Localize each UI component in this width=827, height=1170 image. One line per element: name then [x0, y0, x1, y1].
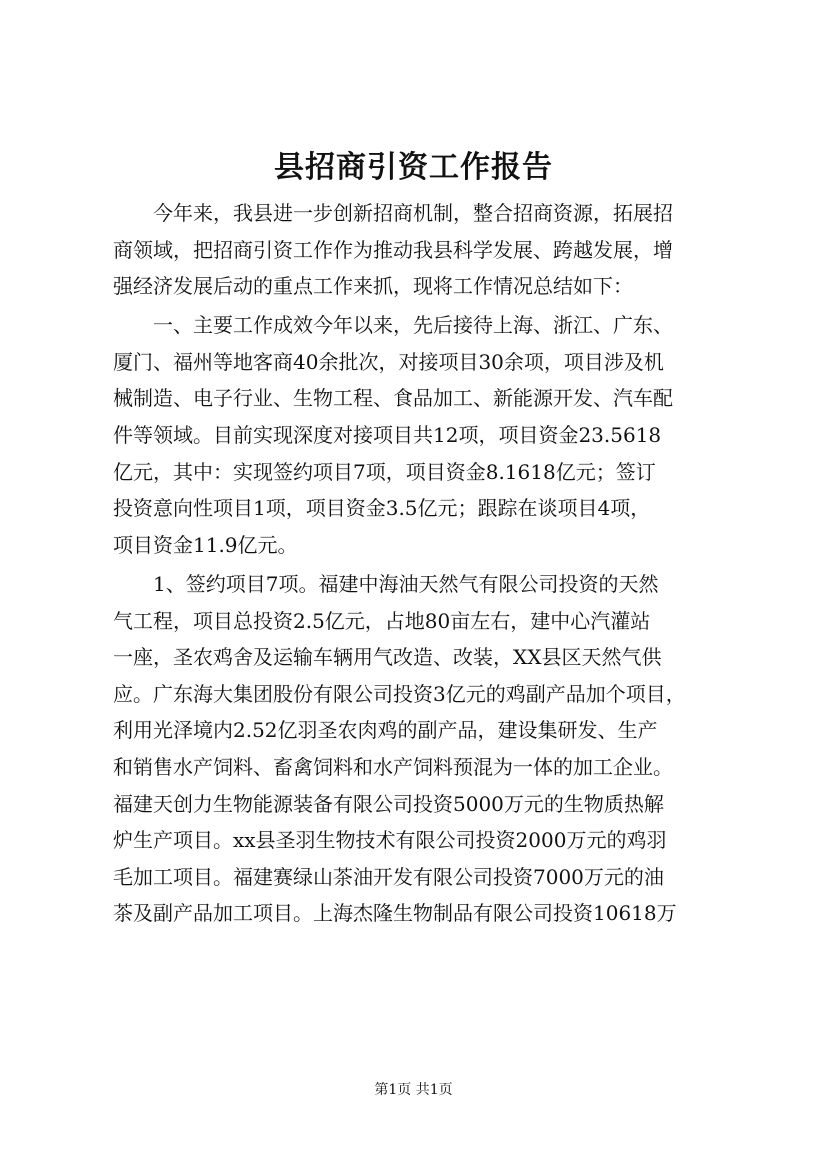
text-line: 件等领域。目前实现深度对接项目共12项，项目资金23.5618: [113, 423, 662, 448]
text-line: 亿元，其中：实现签约项目7项，项目资金8.1618亿元；签订: [113, 459, 656, 484]
text-line: 项目资金11.9亿元。: [113, 532, 298, 557]
document-title: 县招商引资工作报告: [274, 150, 553, 185]
text-line: 商领域，把招商引资工作作为推动我县科学发展、跨越发展，增: [113, 237, 673, 262]
text-line: 气工程，项目总投资2.5亿元，占地80亩左右，建中心汽灌站: [113, 608, 651, 633]
paragraph-achievements: [113, 307, 737, 563]
text-line: 一座，圣农鸡舍及运输车辆用气改造、改装，XX县区天然气供: [113, 645, 662, 670]
text-line: 厦门、福州等地客商40余批次，对接项目30余项，项目涉及机: [113, 349, 664, 374]
document-body: [113, 195, 737, 932]
text-line: 一、主要工作成效今年以来，先后接待上海、浙江、广东、: [153, 313, 673, 338]
page-number-footer: 第1页 共1页: [374, 1082, 453, 1098]
text-line: 福建天创力生物能源装备有限公司投资5000万元的生物质热解: [113, 791, 664, 816]
text-line: 毛加工项目。福建赛绿山茶油开发有限公司投资7000万元的油: [113, 864, 664, 889]
text-line: 应。广东海大集团股份有限公司投资3亿元的鸡副产品加个项目，: [113, 681, 686, 706]
text-line: 1、签约项目7项。福建中海油天然气有限公司投资的天然: [153, 571, 659, 596]
text-line: 和销售水产饲料、畜禽饲料和水产饲料预混为一体的加工企业。: [113, 754, 673, 779]
text-line: 投资意向性项目1项，项目资金3.5亿元；跟踪在谈项目4项，: [113, 496, 651, 521]
text-line: 械制造、电子行业、生物工程、食品加工、新能源开发、汽车配: [113, 386, 673, 411]
paragraph-signed-projects: [113, 566, 737, 932]
text-line: 炉生产项目。xx县圣羽生物技术有限公司投资2000万元的鸡羽: [113, 828, 667, 853]
text-line: 利用光泽境内2.52亿羽圣农肉鸡的副产品，建设集研发、生产: [113, 718, 658, 743]
text-line: 强经济发展后动的重点工作来抓，现将工作情况总结如下：: [113, 274, 633, 299]
text-line: 今年来，我县进一步创新招商机制，整合招商资源，拓展招: [153, 201, 673, 225]
text-line: 茶及副产品加工项目。上海杰隆生物制品有限公司投资10618万: [113, 901, 677, 926]
paragraph-intro: [113, 195, 737, 305]
